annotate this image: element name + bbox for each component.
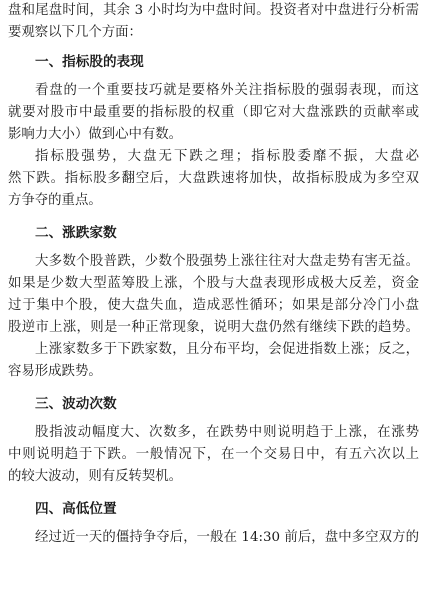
body-line: 就要对股市中最重要的指标股的权重（即它对大盘涨跌的贡献率或 — [8, 105, 419, 120]
body-line: 上涨家数多于下跌家数，且分布平均，会促进指数上涨；反之， — [35, 342, 419, 357]
body-line: 股指波动幅度大、次数多，在跌势中则说明趋于上涨，在涨势 — [35, 425, 419, 440]
body-line: 的较大波动，则有反转契机。 — [8, 469, 183, 484]
body-line: 如果是少数大型蓝筹股上涨，个股与大盘表现形成极大反差，资金 — [8, 276, 419, 291]
body-line: 然下跌。指标股多翻空后，大盘跌速将加快，故指标股成为多空双 — [8, 171, 419, 186]
body-line: 经过近一天的僵持争夺后，一般在 14:30 前后，盘中多空双方的 — [35, 530, 419, 545]
body-line: 指标股强势，大盘无下跌之理；指标股委靡不振，大盘必 — [35, 149, 419, 164]
section-heading-3: 三、波动次数 — [35, 396, 117, 412]
section-heading-4: 四、高低位置 — [35, 501, 117, 517]
body-line: 股逆市上涨，则是一种正常现象，说明大盘仍然有继续下跌的趋势。 — [8, 320, 419, 335]
section-heading-1: 一、指标股的表现 — [35, 54, 144, 70]
body-line: 容易形成跌势。 — [8, 364, 102, 379]
body-line: 大多数个股普跌，少数个股强势上涨往往对大盘走势有害无益。 — [35, 254, 419, 269]
body-line: 影响力大小）做到心中有数。 — [8, 127, 183, 142]
body-line: 看盘的一个重要技巧就是要格外关注指标股的强弱表现，而这 — [35, 83, 419, 98]
body-line: 过于集中个股，使大盘失血，造成恶性循环；如果是部分冷门小盘 — [8, 298, 419, 313]
body-line: 中则说明趋于下跌。一般情况下，在一个交易日中，有五六次以上 — [8, 447, 419, 462]
body-line: 方争夺的重点。 — [8, 193, 102, 208]
body-line: 盘和尾盘时间，其余 3 小时均为中盘时间。投资者对中盘进行分析需 — [8, 3, 419, 18]
section-heading-2: 二、涨跌家数 — [35, 225, 117, 241]
body-line: 要观察以下几个方面： — [8, 25, 142, 40]
